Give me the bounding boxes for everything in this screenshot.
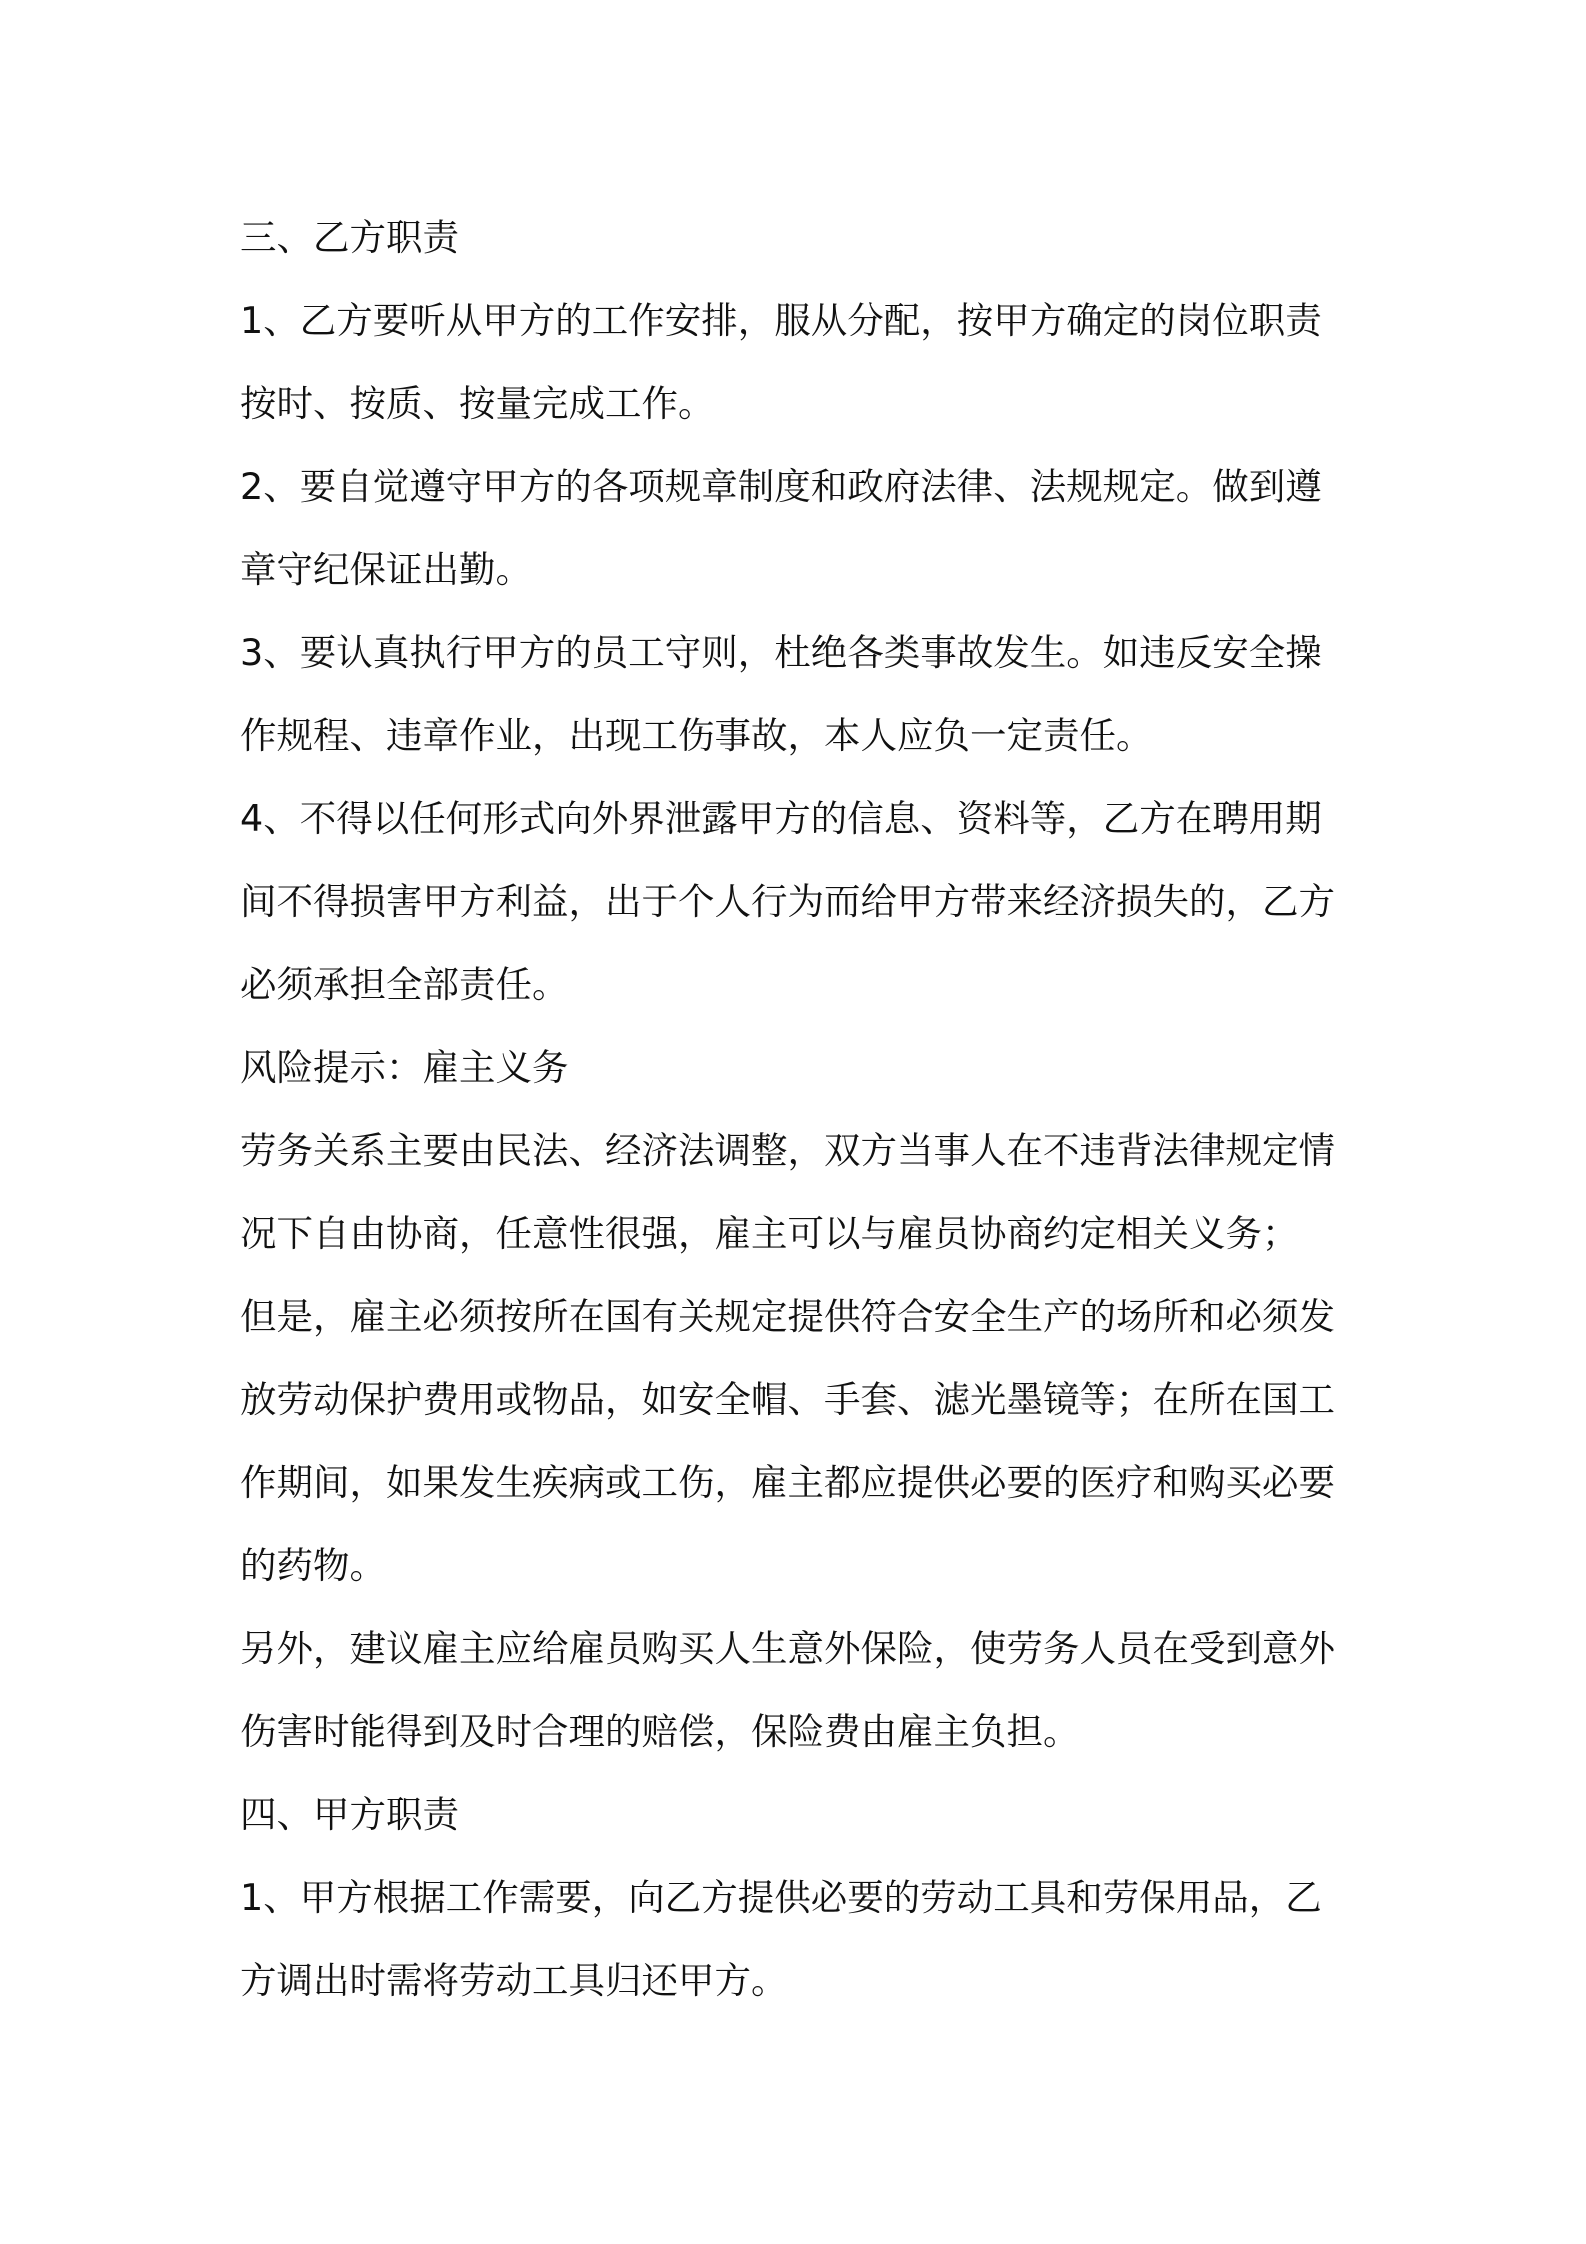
text-line: 3、要认真执行甲方的员工守则，杜绝各类事故发生。如违反安全操 xyxy=(240,631,1322,674)
text-line: 方调出时需将劳动工具归还甲方。 xyxy=(240,1959,788,2002)
text-line: 2、要自觉遵守甲方的各项规章制度和政府法律、法规规定。做到遵 xyxy=(240,465,1322,508)
text-line: 的药物。 xyxy=(240,1544,386,1587)
text-line: 劳务关系主要由民法、经济法调整，双方当事人在不违背法律规定情 xyxy=(240,1129,1335,1172)
text-line: 间不得损害甲方利益，出于个人行为而给甲方带来经济损失的，乙方 xyxy=(240,880,1335,923)
text-line: 必须承担全部责任。 xyxy=(240,963,569,1006)
text-line: 1、甲方根据工作需要，向乙方提供必要的劳动工具和劳保用品，乙 xyxy=(240,1876,1322,1919)
document-body xyxy=(240,196,1360,2022)
text-line: 作规程、违章作业，出现工伤事故，本人应负一定责任。 xyxy=(240,714,1153,757)
section-heading-party-b-duties: 三、乙方职责 xyxy=(240,216,459,259)
text-line: 况下自由协商，任意性很强，雇主可以与雇员协商约定相关义务； xyxy=(240,1212,1299,1255)
text-line: 伤害时能得到及时合理的赔偿，保险费由雇主负担。 xyxy=(240,1710,1080,1753)
text-line: 但是，雇主必须按所在国有关规定提供符合安全生产的场所和必须发 xyxy=(240,1295,1335,1338)
text-line: 另外，建议雇主应给雇员购买人生意外保险，使劳务人员在受到意外 xyxy=(240,1627,1335,1670)
text-line: 按时、按质、按量完成工作。 xyxy=(240,382,715,425)
text-line: 放劳动保护费用或物品，如安全帽、手套、滤光墨镜等；在所在国工 xyxy=(240,1378,1335,1421)
risk-tip-heading: 风险提示：雇主义务 xyxy=(240,1046,569,1089)
text-line: 作期间，如果发生疾病或工伤，雇主都应提供必要的医疗和购买必要 xyxy=(240,1461,1335,1504)
text-line: 4、不得以任何形式向外界泄露甲方的信息、资料等，乙方在聘用期 xyxy=(240,797,1322,840)
text-line: 章守纪保证出勤。 xyxy=(240,548,532,591)
section-heading-party-a-duties: 四、甲方职责 xyxy=(240,1793,459,1836)
text-line: 1、乙方要听从甲方的工作安排，服从分配，按甲方确定的岗位职责 xyxy=(240,299,1322,342)
